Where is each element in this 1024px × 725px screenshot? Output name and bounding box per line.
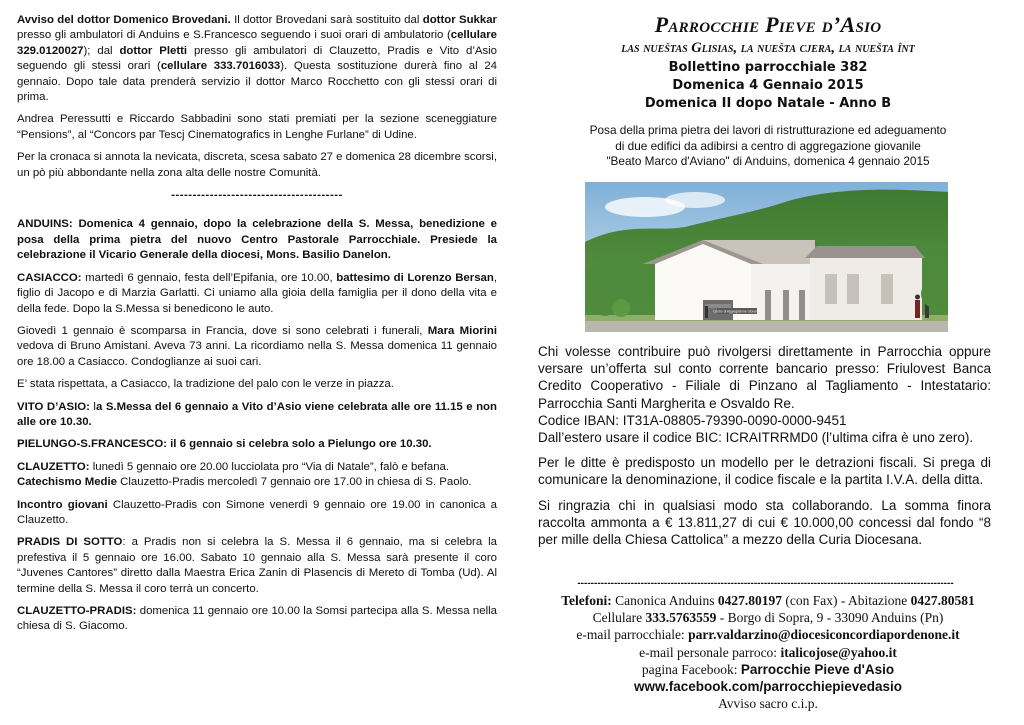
text: presso gli ambulatori di Clauzetto, Pradis e Vito d’Asio seguendo gli stessi orari (	[17, 44, 498, 73]
text: Cellulare	[592, 610, 646, 626]
notice-obituary	[17, 324, 497, 370]
notice-doctor-heading: Avviso del dottor Domenico Brovedani.	[17, 14, 231, 26]
text: vedova di Bruno Amistani. Aveva 73 anni. La ricordiamo nella S. Messa domenica 11 gennaio ore 18.00 a Casiacco. Condoglianze ai suoi cari.	[17, 340, 497, 368]
text: l	[89, 400, 96, 413]
email-priest-line	[528, 644, 1008, 661]
text-bold: PRADIS DI SOTTO	[17, 536, 123, 549]
caption-line: Posa della prima pietra dei lavori di ristrutturazione ed adeguamento	[589, 123, 947, 137]
text-bold: Catechismo Medie	[17, 476, 118, 489]
phone-number: 0427.80581	[910, 593, 975, 608]
text-bold: CLAUZETTO:	[17, 460, 90, 473]
text-bold: CLAUZETTO-PRADIS:	[17, 605, 137, 617]
contacts-block	[528, 592, 1008, 712]
facebook-page-name: Parrocchie Pieve d'Asio	[740, 661, 895, 677]
caption-line: "Beato Marco d'Aviano" di Anduins, domenica 4 gennaio 2015	[606, 154, 930, 169]
notice-casiacco	[17, 271, 497, 317]
text: Giovedì 1 gennaio è scomparsa in Francia, dove si sono celebrati i funerali,	[17, 324, 428, 337]
facebook-url[interactable]: www.facebook.com/parrocchiepievedasio	[633, 679, 903, 695]
text: Clauzetto-Pradis mercoledì 7 gennaio ore 17.00 in chiesa di S. Paolo.	[117, 476, 472, 489]
text: e-mail personale parroco:	[639, 644, 781, 660]
notice-clauzetto	[17, 460, 497, 491]
text: ). Questa sostituzione durerà fino al 24 gennaio. Dopo tale data prenderà servizio il dottor Marco Rocchetto con gli stessi orari di prima.	[17, 60, 497, 104]
page-subtitle: las nueštas Glisias, la nuešta cjera, la nuešta înt	[621, 40, 915, 56]
photo-caption	[528, 123, 1008, 170]
notice-pradis	[17, 535, 497, 597]
text-bold: dottor Pletti	[119, 44, 188, 57]
email-link[interactable]: italicojose@yahoo.it	[780, 644, 897, 660]
phone-number: 333.5763559	[645, 610, 717, 626]
text: presso gli ambulatori di Anduins e S.Francesco seguendo i suoi orari di ambulatorio (	[17, 29, 451, 42]
thanks-paragraph: Si ringrazia chi in qualsiasi modo sta collaborando. La somma finora raccolta ammonta a € 13.811,27 di cui € 10.000,00 concessi dal fondo “8 per mille della Chiesa Cattolica” a mezzo della Curia Diocesana.	[538, 497, 991, 548]
text: - Borgo di Sopra, 9 - 33090 Anduins (Pn)	[716, 610, 944, 626]
notice-anduins: ANDUINS: Domenica 4 gennaio, dopo la celebrazione della S. Messa, benedizione e posa della prima pietra del nuovo Centro Pastorale Parrocchiale. Presiede la celebrazione il Vicario Generale della diocesi, Mons. Basilio Danelon.	[17, 218, 497, 262]
email-link[interactable]: parr.valdarzino@diocesiconcordiapordenone.it	[688, 627, 960, 643]
phone-number: cellulare 329.0120027	[17, 29, 497, 57]
footer-note: Avviso sacro c.i.p.	[718, 696, 818, 712]
text: Il dottor Brovedani sarà sostituito dal	[230, 14, 423, 26]
text-bold: Incontro giovani	[17, 498, 108, 511]
email-parish-line	[528, 626, 1008, 643]
sign-text: Centro di Aggregazione Giovanile	[713, 309, 761, 314]
phone-number: 0427.80197	[717, 593, 783, 608]
text-bold: a S.Messa del 6 gennaio a Vito d’Asio viene celebrata alle ore 11.15 e non alle ore 10.30.	[17, 400, 497, 428]
text-bold: dottor Sukkar	[422, 14, 497, 26]
text-bold: VITO D’ASIO:	[17, 400, 90, 413]
right-column	[528, 0, 1008, 725]
text: e-mail parrocchiale:	[576, 627, 689, 643]
notice-incontro	[17, 498, 497, 529]
donation-text	[538, 343, 991, 556]
text: domenica 11 gennaio ore 10.00 la Somsi partecipa alla S. Messa nella chiesa di S. Giacomo.	[17, 605, 497, 633]
text-bold: CASIACCO:	[17, 271, 82, 284]
text: martedì 6 gennaio, festa dell’Epifania, ore 10.00,	[81, 271, 337, 284]
donation-paragraph: Chi volesse contribuire può rivolgersi direttamente in Parrocchia oppure versare un’offerta sul conto corrente bancario presso: Friulovest Banca Credito Cooperativo - Filiale di Pinzano al Tagliamento - Intestatario: Parrocchia Santi Margherita e Osvaldo Re.	[538, 344, 991, 411]
tax-paragraph: Per le ditte è predisposto un modello per le detrazioni fiscali. Si prega di comunicare la denominazione, il codice fiscale e la partita I.V.A. della ditta.	[538, 455, 991, 488]
notice-pielungo: PIELUNGO-S.FRANCESCO: il 6 gennaio si celebra solo a Pielungo ore 10.30.	[17, 438, 432, 451]
separator: ----------------------------------------	[171, 189, 343, 202]
page-title: Parrocchie Pieve d’Asio	[654, 12, 882, 37]
bulletin-date: Domenica 4 Gennaio 2015	[672, 78, 864, 93]
notice-award: Andrea Peressutti e Riccardo Sabbadini sono stati premiati per la sezione sceneggiature “Pensions”, al “Concors par Tescj Cinematografics in Lenghe Furlane” di Udine.	[17, 113, 497, 141]
notice-tradition: E’ stata rispettata, a Casiacco, la tradizione del palo con le verze in piazza.	[17, 378, 394, 391]
cell-line	[528, 609, 1008, 626]
text: Canonica Anduins	[611, 593, 718, 608]
facebook-line	[528, 661, 1008, 678]
separator: -----------------------------------------------------------------------------------------------------------------	[577, 578, 954, 589]
left-column	[17, 13, 497, 642]
caption-line: di due edifici da adibirsi a centro di aggregazione giovanile	[615, 138, 921, 153]
text: , figlio di Jacopo e di Marzia Garlatti. Ci uniamo alla gioia della famiglia per il dono della vita e della fede. Dopo la S.Messa si benedicono le auto.	[17, 271, 497, 315]
phone-number: cellulare 333.7016033	[160, 60, 281, 73]
text: (con Fax) - Abitazione	[782, 593, 911, 608]
notice-snow: Per la cronaca si annota la nevicata, discreta, scesa sabato 27 e domenica 28 dicembre scorsi, un pò più abbondante nella zona alta delle nostre Comunità.	[17, 151, 497, 179]
bulletin-number: Bollettino parrocchiale 382	[668, 60, 868, 75]
text-bold: Mara Miorini	[427, 324, 497, 337]
bic-line: Dall’estero usare il codice BIC: ICRAITRRMD0 (l’ultima cifra è uno zero).	[538, 430, 974, 446]
text: pagina Facebook:	[641, 661, 741, 677]
iban-line: Codice IBAN: IT31A-08805-79390-0090-0000-9451	[538, 412, 847, 428]
text: Clauzetto-Pradis con Simone venerdì 9 gennaio ore 19.00 in canonica a Clauzetto.	[17, 498, 497, 526]
text-bold: Telefoni:	[561, 593, 612, 608]
text: : a Pradis non si celebra la S. Messa il 6 gennaio, ma si celebra la prefestiva il 5 gennaio ore 16.00. Sabato 10 gennaio alla S. Messa sarà presente il coro “Juvenes Cantores” diretto dalla Maestra Erica Zanin di Plasencis di Mereto di Tomba (Ud). Al termine della S. Messa il coro terrà un concerto.	[17, 536, 497, 595]
text: lunedì 5 gennaio ore 20.00 lucciolata pro “Via di Natale”, falò e befana.	[89, 460, 450, 473]
text: ); dal	[83, 44, 120, 57]
building-render-image	[585, 182, 948, 332]
notice-vito	[17, 400, 497, 431]
notice-clauzetto-pradis	[17, 604, 497, 635]
bulletin-sunday: Domenica II dopo Natale - Anno B	[644, 96, 892, 111]
phone-line	[528, 592, 1008, 609]
text-bold: battesimo di Lorenzo Bersan	[336, 271, 494, 284]
notice-doctor	[17, 13, 497, 105]
